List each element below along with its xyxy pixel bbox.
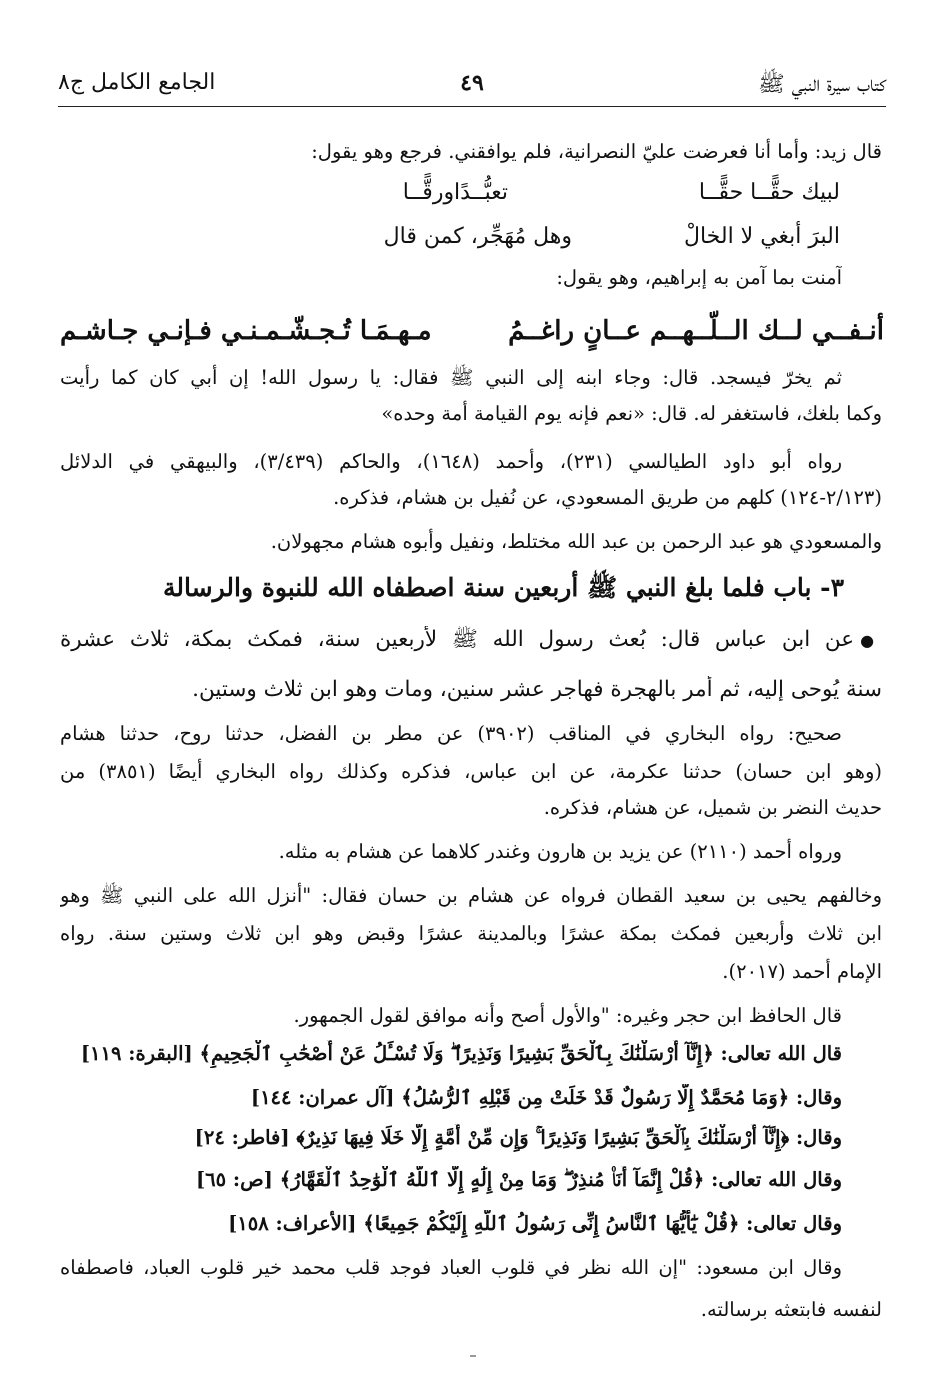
text-line: لنفسه فابتعثه برسالته. [700, 1298, 882, 1321]
text-line: صحيح: رواه البخاري في المناقب (٣٩٠٢) عن مطر بن الفضل، حدثنا روح، حدثنا هشام [60, 722, 842, 745]
text-line: قال الحافظ ابن حجر وغيره: "والأول أصح وأنه موافق لقول الجمهور. [293, 1004, 842, 1027]
text-line: رواه أبو داود الطيالسي (٢٣١)، وأحمد (١٦٤٨)، والحاكم (٣/٤٣٩)، والبيهقي في الدلائل [60, 450, 842, 473]
header-book-title: كتاب سيرة النبي ﷺ [758, 72, 886, 97]
poem-line-right: البرَ أبغي لا الخالْ [683, 224, 840, 249]
quran-verse-line: قال الله تعالى: ﴿إِنَّآ أَرْسَلْنَٰكَ بِٱلْحَقِّ بَشِيرًا وَنَذِيرًا ۖ وَلَا تُسْـَٔلُ عَنْ أَصْحَٰبِ ٱلْجَحِيمِ﴾ [البقرة: ١١٩] [80, 1042, 842, 1065]
quran-verse-line: وقال: ﴿إِنَّآ أَرْسَلْنَٰكَ بِٱلْحَقِّ بَشِيرًا وَنَذِيرًا ۚ وَإِن مِّنْ أُمَّةٍ إِلَّا خَلَا فِيهَا نَذِيرٌ﴾ [فاطر: ٢٤] [194, 1126, 842, 1149]
text-line: حديث النضر بن شميل، عن هشام، فذكره. [543, 796, 882, 819]
text-line: وقال ابن مسعود: "إن الله نظر في قلوب العباد فوجد قلب محمد خير قلوب العباد، فاصطفاه [60, 1256, 842, 1279]
text-line: وخالفهم يحيى بن سعيد القطان فرواه عن هشام بن حسان فقال: "أنزل الله على النبي ﷺ وهو [60, 884, 882, 907]
poem-line-left: تعبُّــدًاورقًّــا [402, 180, 508, 205]
header-volume-title: الجامع الكامل ج٨ [58, 70, 216, 95]
page-number: ٤٩ [460, 70, 484, 96]
poem-line-left: وهل مُهَجِّر، كمن قال [383, 224, 572, 249]
text-line: ورواه أحمد (٢١١٠) عن يزيد بن هارون وغندر كلاهما عن هشام به مثله. [278, 840, 842, 863]
text-line: آمنت بما آمن به إبراهيم، وهو يقول: [556, 266, 842, 289]
text-line: الإمام أحمد (٢٠١٧). [722, 960, 882, 983]
hadith-line: سنة يُوحى إليه، ثم أمر بالهجرة فهاجر عشر سنين، ومات وهو ابن ثلاث وستين. [192, 677, 882, 702]
text-line: والمسعودي هو عبد الرحمن بن عبد الله مختلط، ونفيل وأبوه هشام مجهولان. [270, 530, 882, 553]
page-mark [470, 1355, 476, 1357]
text-line: (وهو ابن حسان) حدثنا عكرمة، عن ابن عباس، فذكره وكذلك رواه البخاري أيضًا (٣٨٥١) من [60, 760, 882, 783]
bullet-icon: ● [860, 631, 882, 650]
poem-line-right: لبيك حقًّــا حقًّــا [698, 180, 840, 205]
quran-verse-line: وقال الله تعالى: ﴿قُلْ إِنَّمَآ أَنَا۠ مُنذِرٌ ۖ وَمَا مِنْ إِلَٰهٍ إِلَّا ٱللَّهُ ٱلْوَٰحِدُ ٱلْقَهَّارُ﴾ [ص: ٦٥] [195, 1168, 842, 1191]
text-line: وكما بلغك، فاستغفر له. قال: «نعم فإنه يوم القيامة أمة وحده» [381, 402, 882, 425]
text-line: ابن ثلاث وأربعين فمكث بمكة عشرًا وبالمدينة عشرًا وقبض وهو ابن ثلاث وستين سنة. رواه [60, 922, 882, 945]
hadith-text: عن ابن عباس قال: بُعث رسول الله ﷺ لأربعين سنة، فمكث بمكة، ثلاث عشرة [60, 627, 855, 652]
text-line: (٢/١٢٣-١٢٤) كلهم من طريق المسعودي، عن نُفيل بن هشام، فذكره. [333, 486, 882, 509]
section-heading: ٣- باب فلما بلغ النبي ﷺ أربعين سنة اصطفاه الله للنبوة والرسالة [163, 573, 844, 602]
text-line: قال زيد: وأما أنا فعرضت عليّ النصرانية، فلم يوافقني. فرجع وهو يقول: [311, 140, 882, 163]
poem-verse-left: مـهـمَـا تُـجـشّـمـنـي فـإنـي جـاشـم [60, 316, 432, 346]
poem-verse-right: أنـفــي لــك الــلّــهــم عــانٍ راغــمُ [508, 316, 884, 346]
quran-verse-line: وقال تعالى: ﴿قُلْ يَٰٓأَيُّهَا ٱلنَّاسُ إِنِّى رَسُولُ ٱللَّهِ إِلَيْكُمْ جَمِيعًا﴾ [الأعراف: ١٥٨] [228, 1212, 842, 1235]
hadith-line [60, 626, 882, 654]
quran-verse-line: وقال: ﴿وَمَا مُحَمَّدٌ إِلَّا رَسُولٌ قَدْ خَلَتْ مِن قَبْلِهِ ٱلرُّسُلُ﴾ [آل عمران: ١٤٤] [250, 1086, 842, 1109]
running-header [58, 62, 886, 107]
text-line: ثم يخرّ فيسجد. قال: وجاء ابنه إلى النبي ﷺ فقال: يا رسول الله! إن أبي كان كما رأيت [60, 366, 842, 389]
